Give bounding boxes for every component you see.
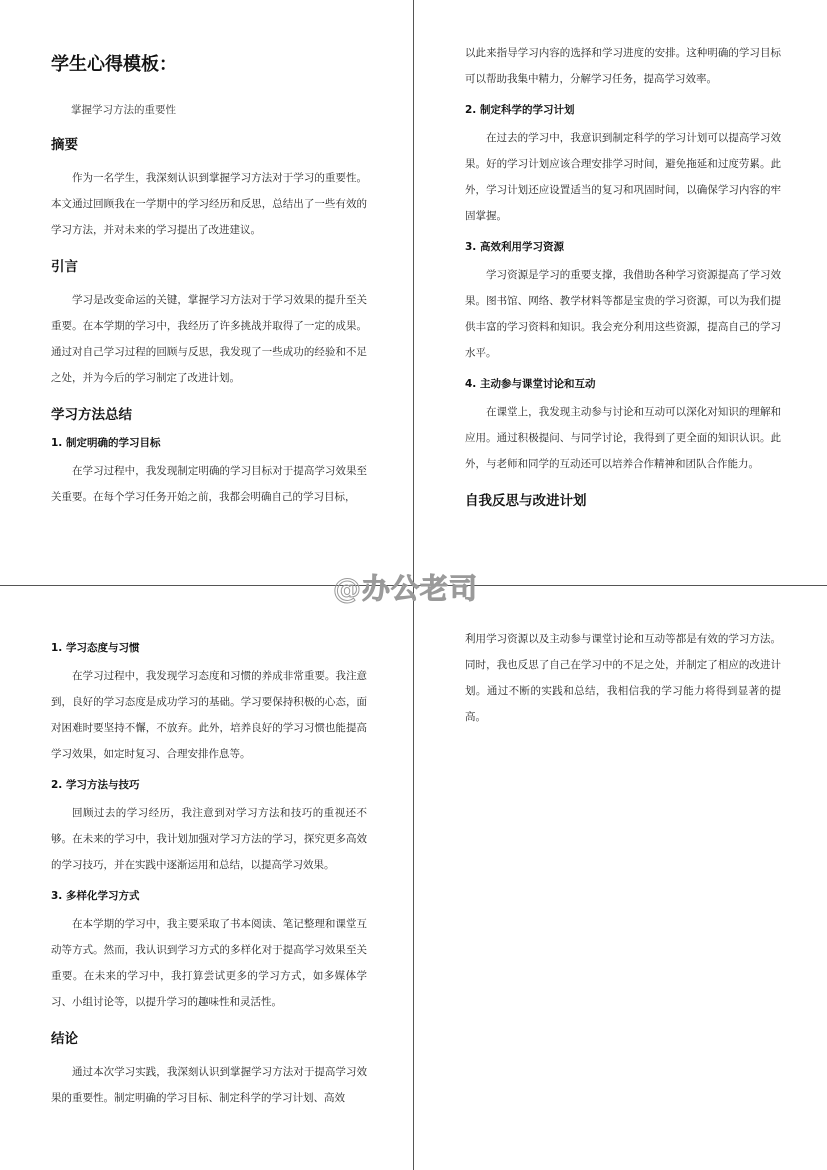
method-2-paragraph: 在过去的学习中，我意识到制定科学的学习计划可以提高学习效果。好的学习计划应该合理安排学习时间，避免拖延和过度劳累。此外，学习计划还应设置适当的复习和巩固时间，以确保学习内容的牢固掌握。 bbox=[465, 132, 781, 222]
abstract-paragraph: 作为一名学生，我深刻认识到掌握学习方法对于学习的重要性。本文通过回顾我在一学期中的学习经历和反思，总结出了一些有效的学习方法，并对未来的学习提出了改进建议。 bbox=[51, 172, 367, 236]
page-bottom-left bbox=[51, 630, 367, 1117]
document-subtitle: 掌握学习方法的重要性 bbox=[71, 104, 176, 116]
reflection-3-paragraph: 在本学期的学习中，我主要采取了书本阅读、笔记整理和课堂互动等方式。然而，我认识到学习方式的多样化对于提高学习效果至关重要。在未来的学习中，我打算尝试更多的学习方式，如多媒体学习、小组讨论等，以提升学习的趣味性和灵活性。 bbox=[51, 918, 367, 1008]
intro-heading: 引言 bbox=[51, 259, 78, 275]
method-4-heading: 4. 主动参与课堂讨论和互动 bbox=[465, 378, 596, 390]
abstract-heading: 摘要 bbox=[51, 137, 78, 153]
method-3-paragraph: 学习资源是学习的重要支撑，我借助各种学习资源提高了学习效果。图书馆、网络、教学材料等都是宝贵的学习资源，可以为我们提供丰富的学习资料和知识。我会充分利用这些资源，提高自己的学习水平。 bbox=[465, 269, 781, 359]
page-bottom-right bbox=[465, 630, 781, 736]
method-1-paragraph-continued: 以此来指导学习内容的选择和学习进度的安排。这种明确的学习目标可以帮助我集中精力，分解学习任务，提高学习效率。 bbox=[465, 47, 781, 85]
reflection-2-heading: 2. 学习方法与技巧 bbox=[51, 779, 140, 791]
method-1-heading: 1. 制定明确的学习目标 bbox=[51, 437, 161, 449]
page-top-left bbox=[51, 44, 367, 516]
reflection-heading: 自我反思与改进计划 bbox=[465, 493, 587, 509]
page-top-right bbox=[465, 44, 781, 521]
reflection-1-heading: 1. 学习态度与习惯 bbox=[51, 642, 140, 654]
reflection-1-paragraph: 在学习过程中，我发现学习态度和习惯的养成非常重要。我注意到，良好的学习态度是成功学习的基础。学习要保持积极的心态，面对困难时要坚持不懈，不放弃。此外，培养良好的学习习惯也能提高学习效果，如定时复习、合理安排作息等。 bbox=[51, 670, 367, 760]
page-title: 学生心得模板： bbox=[51, 54, 177, 75]
reflection-3-heading: 3. 多样化学习方式 bbox=[51, 890, 140, 902]
reflection-2-paragraph: 回顾过去的学习经历，我注意到对学习方法和技巧的重视还不够。在未来的学习中，我计划加强对学习方法的学习，探究更多高效的学习技巧，并在实践中逐渐运用和总结，以提高学习效果。 bbox=[51, 807, 367, 871]
intro-paragraph: 学习是改变命运的关键，掌握学习方法对于学习效果的提升至关重要。在本学期的学习中，我经历了许多挑战并取得了一定的成果。通过对自己学习过程的回顾与反思，我发现了一些成功的经验和不足之处，并为今后的学习制定了改进计划。 bbox=[51, 294, 367, 384]
method-1-paragraph: 在学习过程中，我发现制定明确的学习目标对于提高学习效果至关重要。在每个学习任务开始之前，我都会明确自己的学习目标， bbox=[51, 465, 367, 503]
watermark: @办公老司 bbox=[333, 572, 479, 605]
method-3-heading: 3. 高效利用学习资源 bbox=[465, 241, 564, 253]
conclusion-paragraph-continued: 利用学习资源以及主动参与课堂讨论和互动等都是有效的学习方法。同时，我也反思了自己在学习中的不足之处，并制定了相应的改进计划。通过不断的实践和总结，我相信我的学习能力将得到显著的提高。 bbox=[465, 633, 781, 723]
conclusion-paragraph: 通过本次学习实践，我深刻认识到掌握学习方法对于提高学习效果的重要性。制定明确的学习目标、制定科学的学习计划、高效 bbox=[51, 1066, 367, 1104]
conclusion-heading: 结论 bbox=[51, 1031, 78, 1047]
method-2-heading: 2. 制定科学的学习计划 bbox=[465, 104, 575, 116]
method-4-paragraph: 在课堂上，我发现主动参与讨论和互动可以深化对知识的理解和应用。通过积极提问、与同学讨论，我得到了更全面的知识认识。此外，与老师和同学的互动还可以培养合作精神和团队合作能力。 bbox=[465, 406, 781, 470]
summary-heading: 学习方法总结 bbox=[51, 407, 132, 423]
